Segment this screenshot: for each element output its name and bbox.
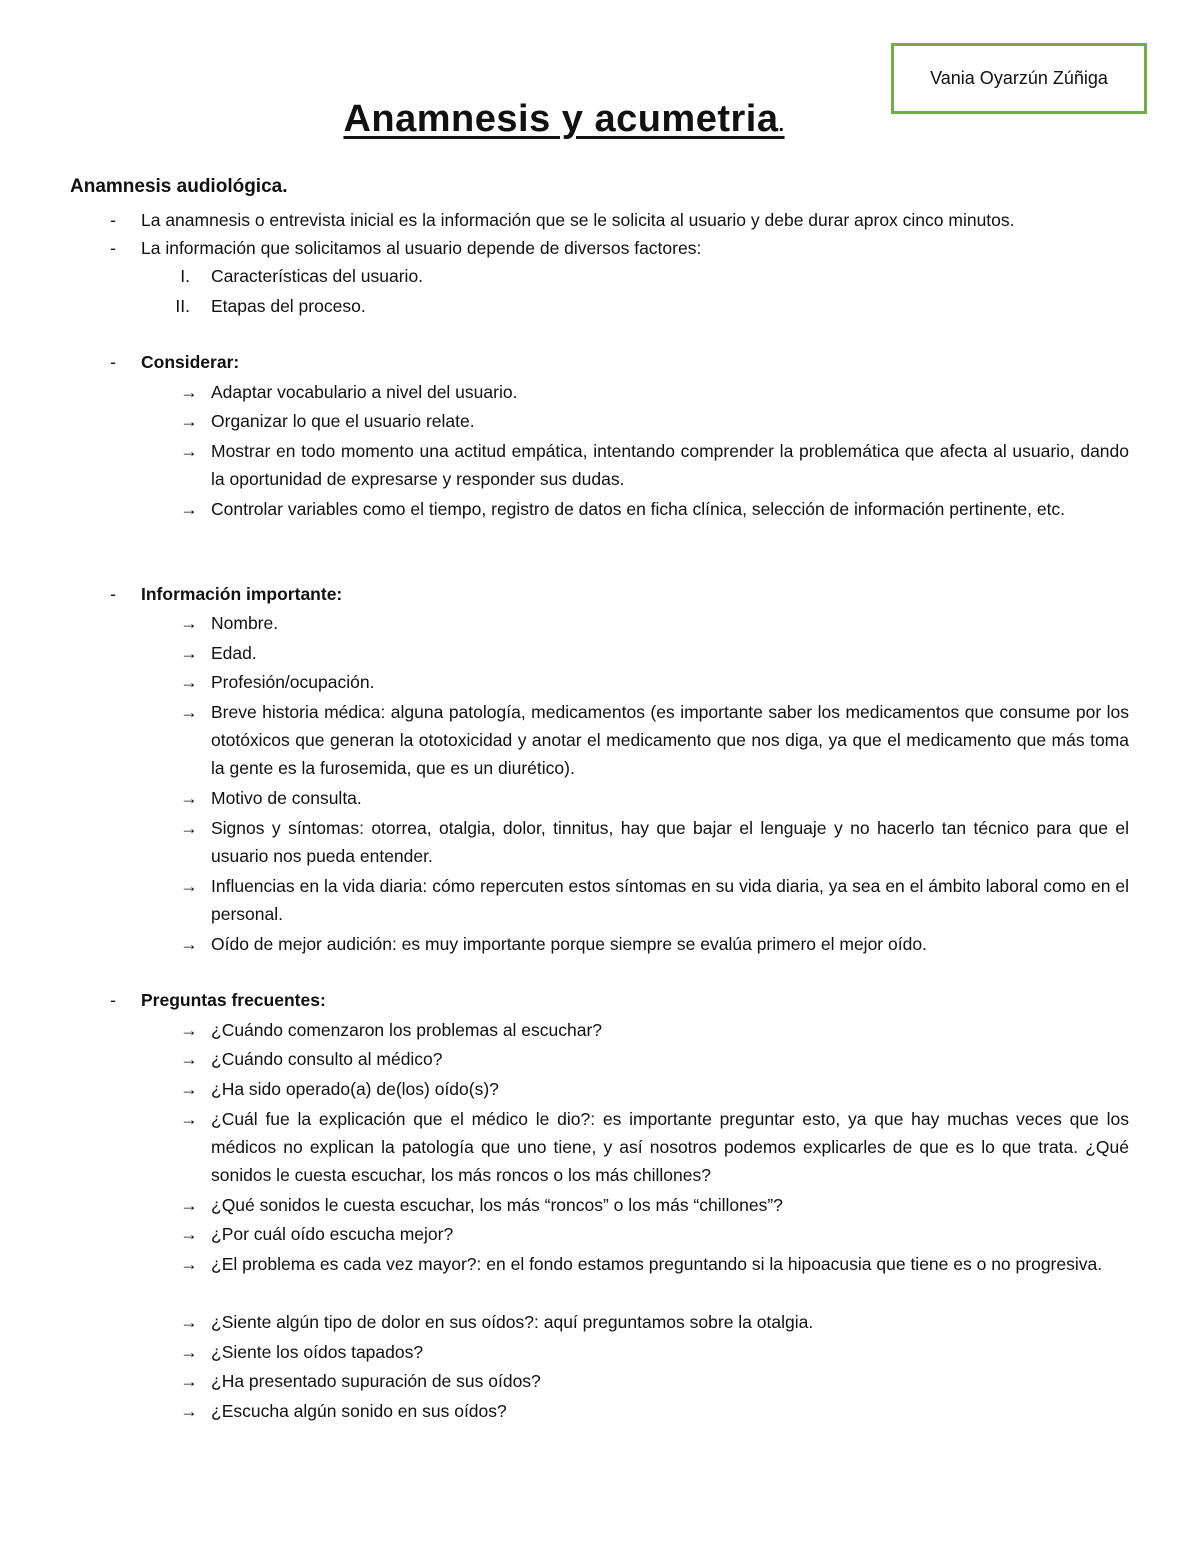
- considerar-label: Considerar:: [141, 352, 240, 372]
- list-item: [0, 1338, 1200, 1366]
- list-item: [0, 1220, 1200, 1248]
- list-item: [0, 1075, 1200, 1103]
- arrow-icon: →: [180, 672, 198, 692]
- roman-marker: II.: [175, 296, 190, 316]
- arrow-icon: →: [180, 1371, 198, 1391]
- informacion-label: Información importante:: [141, 584, 343, 604]
- list-item: [0, 814, 1200, 866]
- dash-marker: -: [110, 584, 116, 604]
- list-item: [0, 698, 1200, 778]
- arrow-icon: →: [180, 643, 198, 663]
- list-item-text: Controlar variables como el tiempo, registro de datos en ficha clínica, selección de información pertinente, etc.: [211, 499, 1066, 519]
- arrow-icon: →: [180, 1109, 198, 1129]
- list-item: [0, 1308, 1200, 1336]
- list-item-text: ¿El problema es cada vez mayor?: en el fondo estamos preguntando si la hipoacusia que tiene es o no progresiva.: [211, 1254, 1103, 1274]
- list-item: [0, 1105, 1200, 1185]
- list-item-text: Organizar lo que el usuario relate.: [211, 411, 475, 431]
- list-item: [0, 1397, 1200, 1425]
- list-item: [0, 378, 1200, 406]
- list-item: [0, 639, 1200, 667]
- arrow-icon: →: [180, 1079, 198, 1099]
- list-item-text: ¿Cuál fue la explicación que el médico le dio?: es importante preguntar esto, ya que hay muchas veces que los médicos no explican la patología que uno tiene, y así nosotros podemos explicarles de que es lo que trata. ¿Qué sonidos le cuesta escuchar, los más roncos o los más chillones?: [211, 1109, 1129, 1185]
- arrow-icon: →: [180, 411, 198, 431]
- list-item-text: ¿Por cuál oído escucha mejor?: [211, 1224, 454, 1244]
- arrow-icon: →: [180, 441, 198, 461]
- list-item-text: La información que solicitamos al usuario depende de diversos factores:: [141, 238, 702, 258]
- list-item: [0, 1045, 1200, 1073]
- arrow-icon: →: [180, 1020, 198, 1040]
- page-title-text: Anamnesis y acumetria: [343, 98, 779, 140]
- list-item-text: Etapas del proceso.: [211, 296, 366, 316]
- arrow-icon: →: [180, 702, 198, 722]
- dash-marker: -: [110, 238, 116, 258]
- list-item-text: ¿Escucha algún sonido en sus oídos?: [211, 1401, 507, 1421]
- arrow-icon: →: [180, 1224, 198, 1244]
- considerar-heading: [0, 348, 1200, 376]
- preguntas-heading: [0, 986, 1200, 1014]
- list-item: [0, 262, 1200, 290]
- list-item: [0, 930, 1200, 958]
- informacion-heading: [0, 580, 1200, 608]
- arrow-icon: →: [180, 1195, 198, 1215]
- list-item: [0, 1016, 1200, 1044]
- arrow-icon: →: [180, 499, 198, 519]
- list-item-text: Signos y síntomas: otorrea, otalgia, dolor, tinnitus, hay que bajar el lenguaje y no hacerlo tan técnico para que el usuario nos pueda entender.: [211, 818, 1129, 866]
- list-item: [0, 407, 1200, 435]
- list-item: [0, 609, 1200, 637]
- arrow-icon: →: [180, 382, 198, 402]
- list-item-text: ¿Siente los oídos tapados?: [211, 1342, 424, 1362]
- preguntas-label: Preguntas frecuentes:: [141, 990, 326, 1010]
- arrow-icon: →: [180, 876, 198, 896]
- list-item-text: ¿Qué sonidos le cuesta escuchar, los más “roncos” o los más “chillones”?: [211, 1195, 783, 1215]
- list-item: [0, 668, 1200, 696]
- section-heading: Anamnesis audiológica.: [70, 176, 288, 197]
- list-item: [0, 872, 1200, 924]
- author-name: Vania Oyarzún Zúñiga: [930, 68, 1108, 88]
- arrow-icon: →: [180, 818, 198, 838]
- list-item-text: Influencias en la vida diaria: cómo repercuten estos síntomas en su vida diaria, ya sea en el ámbito laboral como en el personal.: [211, 876, 1129, 924]
- list-item: [0, 292, 1200, 320]
- list-item-text: Adaptar vocabulario a nivel del usuario.: [211, 382, 518, 402]
- list-item: [0, 437, 1200, 489]
- list-item: [0, 1191, 1200, 1219]
- dash-marker: -: [110, 352, 116, 372]
- list-item-text: Edad.: [211, 643, 257, 663]
- arrow-icon: →: [180, 1401, 198, 1421]
- list-item-text: ¿Cuándo comenzaron los problemas al escuchar?: [211, 1020, 603, 1040]
- list-item: [0, 206, 1200, 234]
- list-item-text: ¿Siente algún tipo de dolor en sus oídos?: aquí preguntamos sobre la otalgia.: [211, 1312, 814, 1332]
- roman-marker: I.: [180, 266, 190, 286]
- arrow-icon: →: [180, 934, 198, 954]
- dash-marker: -: [110, 990, 116, 1010]
- list-item: [0, 1367, 1200, 1395]
- list-item-text: ¿Ha sido operado(a) de(los) oído(s)?: [211, 1079, 499, 1099]
- title-dot: .: [778, 114, 785, 136]
- list-item: [0, 1250, 1200, 1278]
- list-item-text: Profesión/ocupación.: [211, 672, 375, 692]
- list-item: [0, 234, 1200, 262]
- list-item-text: Características del usuario.: [211, 266, 424, 286]
- list-item-text: Nombre.: [211, 613, 279, 633]
- list-item-text: Motivo de consulta.: [211, 788, 362, 808]
- list-item-text: La anamnesis o entrevista inicial es la información que se le solicita al usuario y debe durar aprox cinco minutos.: [141, 210, 1015, 230]
- arrow-icon: →: [180, 1049, 198, 1069]
- list-item-text: Mostrar en todo momento una actitud empática, intentando comprender la problemática que afecta al usuario, dando la oportunidad de expresarse y responder sus dudas.: [211, 441, 1129, 489]
- list-item-text: ¿Cuándo consulto al médico?: [211, 1049, 443, 1069]
- list-item-text: Oído de mejor audición: es muy importante porque siempre se evalúa primero el mejor oído.: [211, 934, 927, 954]
- arrow-icon: →: [180, 613, 198, 633]
- arrow-icon: →: [180, 1342, 198, 1362]
- list-item: [0, 784, 1200, 812]
- arrow-icon: →: [180, 788, 198, 808]
- list-item: [0, 495, 1200, 523]
- page-title: [0, 98, 1128, 141]
- arrow-icon: →: [180, 1254, 198, 1274]
- dash-marker: -: [110, 210, 116, 230]
- arrow-icon: →: [180, 1312, 198, 1332]
- list-item-text: Breve historia médica: alguna patología, medicamentos (es importante saber los medicamentos que consume por los ototóxicos que generan la ototoxicidad y anotar el medicamento que nos diga, ya que el medicamento que más toma la gente es la furosemida, que es un diurético).: [211, 702, 1129, 778]
- list-item-text: ¿Ha presentado supuración de sus oídos?: [211, 1371, 541, 1391]
